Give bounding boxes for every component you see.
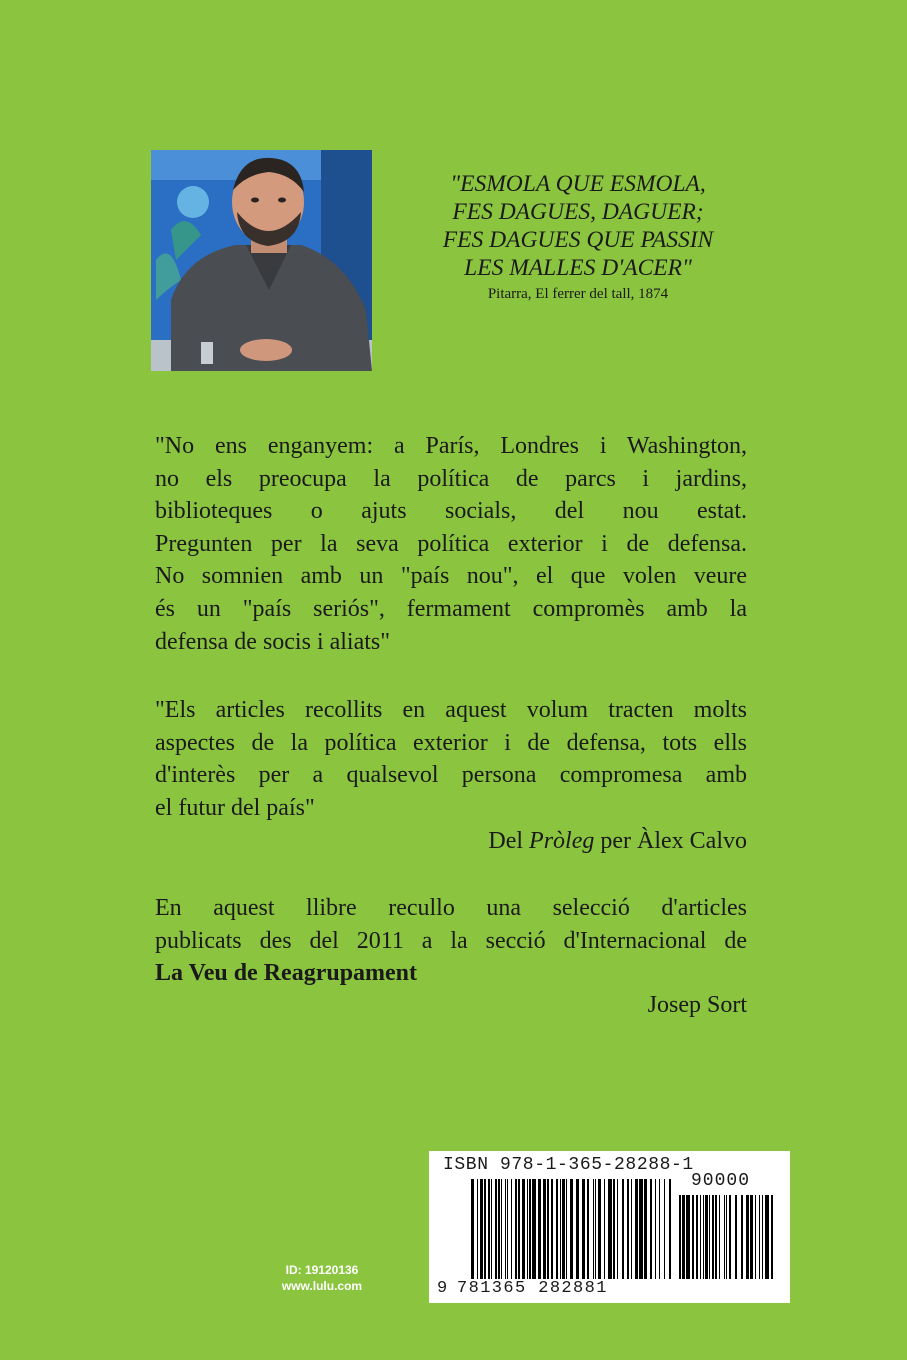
barcode-bar xyxy=(570,1179,573,1279)
barcode-bar xyxy=(551,1179,553,1279)
publication-name: La Veu de Reagrupament xyxy=(155,960,418,987)
barcode-bar xyxy=(598,1179,601,1279)
barcode-lead-digit: 9 xyxy=(437,1279,448,1298)
price-code: 90000 xyxy=(691,1171,751,1191)
quote-line: defensa de socis i aliats" xyxy=(155,628,391,655)
barcode-bar xyxy=(631,1179,632,1279)
barcode-bar xyxy=(484,1179,486,1279)
barcode-bar xyxy=(724,1195,725,1279)
barcode-bar xyxy=(511,1179,512,1279)
lulu-credit xyxy=(262,1262,382,1294)
barcode-bar xyxy=(538,1179,541,1279)
barcode-bar xyxy=(741,1195,743,1279)
barcode-bar xyxy=(759,1195,760,1279)
barcode-bar xyxy=(547,1179,549,1279)
barcode-bar xyxy=(719,1195,720,1279)
author-signature: Josep Sort xyxy=(647,992,747,1018)
epigraph-source: Pitarra, El ferrer del tall, 1874 xyxy=(487,286,669,302)
barcode-bar xyxy=(491,1179,492,1279)
barcode-bar xyxy=(655,1179,656,1279)
barcode-bar xyxy=(622,1179,624,1279)
quote-line: No somnien amb un "país nou", el que volen veure xyxy=(155,563,747,590)
barcode-bar xyxy=(750,1195,753,1279)
quote-line: el futur del país" xyxy=(155,794,315,821)
attribution-prefix: Del xyxy=(488,828,524,854)
barcode-bar xyxy=(627,1179,629,1279)
barcode-bar xyxy=(639,1179,643,1279)
barcode-bar xyxy=(507,1179,508,1279)
intro-line: En aquest llibre recullo una selecció d'articles xyxy=(155,895,747,921)
barcode-bar xyxy=(480,1179,483,1279)
barcode-bar xyxy=(495,1179,497,1279)
barcode-bar xyxy=(659,1179,660,1279)
barcode-bar xyxy=(644,1179,647,1279)
barcode-bar xyxy=(501,1179,502,1279)
isbn-label: ISBN 978-1-365-28288-1 xyxy=(443,1155,694,1175)
barcode-bar xyxy=(529,1179,531,1279)
barcode-bar xyxy=(505,1179,506,1279)
quote-line: és un "país seriós", fermament compromès amb la xyxy=(155,595,747,622)
barcode-bar xyxy=(488,1179,490,1279)
isbn-barcode xyxy=(429,1151,790,1303)
barcode-bar xyxy=(762,1195,763,1279)
barcode-bar xyxy=(532,1179,536,1279)
barcode-bar xyxy=(587,1179,589,1279)
barcode-bar xyxy=(471,1179,474,1279)
barcode-bar xyxy=(604,1179,605,1279)
barcode-digits: 781365 282881 xyxy=(457,1279,608,1298)
epigraph-line: "ESMOLA QUE ESMOLA, xyxy=(450,171,706,197)
quote-line: "Els articles recollits en aquest volum tracten molts xyxy=(155,697,747,723)
attribution-work: Pròleg xyxy=(529,828,595,854)
barcode-bar xyxy=(703,1195,704,1279)
quote-line: no els preocupa la política de parcs i jardins, xyxy=(155,465,747,492)
barcode-bar xyxy=(522,1179,525,1279)
barcode-bar xyxy=(700,1195,701,1279)
epigraph-line: FES DAGUES QUE PASSIN xyxy=(442,227,714,253)
barcode-bar xyxy=(566,1179,567,1279)
barcode-bar xyxy=(729,1195,731,1279)
quote-line: Pregunten per la seva política exterior i de defensa. xyxy=(155,530,747,557)
barcode-bar xyxy=(477,1179,478,1279)
barcode-bar xyxy=(515,1179,517,1279)
barcode-bar xyxy=(608,1179,612,1279)
epigraph xyxy=(392,170,764,304)
barcode-bar xyxy=(765,1195,769,1279)
barcode-bar xyxy=(498,1179,500,1279)
barcode-bar xyxy=(755,1195,756,1279)
lulu-id: ID: 19120136 xyxy=(285,1263,359,1277)
barcode-bar xyxy=(735,1195,737,1279)
quote-line: biblioteques o ajuts socials, del nou estat. xyxy=(155,498,747,525)
intro-line: publicats des del 2011 a la secció d'Internacional de xyxy=(155,927,747,954)
quote-line: d'interès per a qualsevol persona compromesa amb xyxy=(155,762,747,789)
barcode-bar xyxy=(527,1179,528,1279)
quote-politica-exterior xyxy=(155,430,747,658)
intro-paragraph xyxy=(155,892,747,990)
barcode-bar xyxy=(543,1179,546,1279)
barcode-bar xyxy=(771,1195,773,1279)
barcode-bar xyxy=(664,1179,665,1279)
barcode-bar xyxy=(715,1195,717,1279)
barcode-bar xyxy=(617,1179,618,1279)
barcode-bar xyxy=(576,1179,579,1279)
barcode-bar xyxy=(582,1179,585,1279)
barcode-bar xyxy=(562,1179,565,1279)
barcode-bar xyxy=(635,1179,638,1279)
barcode-bar xyxy=(696,1195,698,1279)
barcode-bar xyxy=(705,1195,708,1279)
attribution-suffix: per Àlex Calvo xyxy=(600,828,747,854)
barcode-bar xyxy=(679,1195,681,1279)
barcode-bar xyxy=(560,1179,561,1279)
quote-line: "No ens enganyem: a París, Londres i Washington, xyxy=(155,433,747,459)
epigraph-line: FES DAGUES, DAGUER; xyxy=(452,199,704,225)
barcode-bar xyxy=(746,1195,749,1279)
barcode-bar xyxy=(709,1195,710,1279)
epigraph-line: LES MALLES D'ACER" xyxy=(464,255,692,281)
barcode-bar xyxy=(556,1179,558,1279)
barcode-bar xyxy=(712,1195,714,1279)
barcode-bar xyxy=(686,1195,690,1279)
barcode-bar xyxy=(726,1195,727,1279)
barcode-bar xyxy=(650,1179,652,1279)
prolog-attribution xyxy=(488,825,747,857)
barcode-bar xyxy=(682,1195,685,1279)
quote-line: aspectes de la política exterior i de defensa, tots ells xyxy=(155,729,747,756)
quote-prolog xyxy=(155,694,747,824)
barcode-bar xyxy=(692,1195,694,1279)
barcode-bar xyxy=(613,1179,615,1279)
author-photo xyxy=(151,150,372,371)
barcode-bar xyxy=(593,1179,594,1279)
barcode-bar xyxy=(595,1179,596,1279)
barcode-bar xyxy=(669,1179,671,1279)
barcode-bar xyxy=(518,1179,520,1279)
lulu-url: www.lulu.com xyxy=(281,1279,363,1293)
